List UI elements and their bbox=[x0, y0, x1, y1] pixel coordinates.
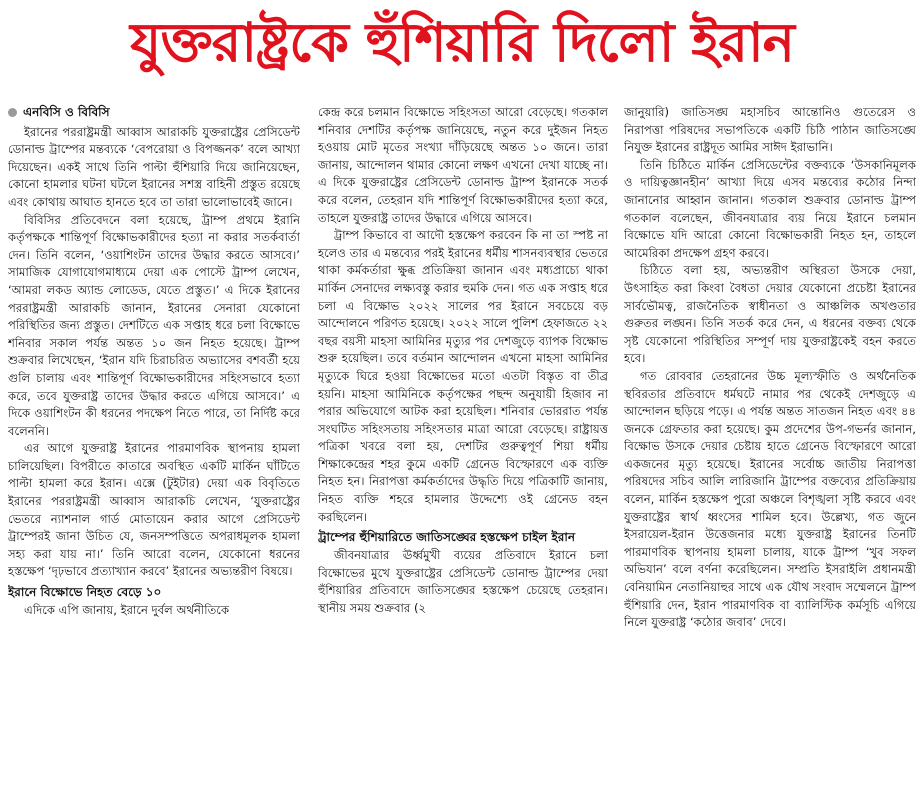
paragraph: ট্রাম্প কিভাবে বা আদৌ হস্তক্ষেপ করবেন কি না তা স্পষ্ট না হলেও তার এ মন্তব্যের পরই ইরানের ধর্মীয় শাসনব্যবস্থার ভেতরে থাকা কর্মকর্তারা ক্ষুব্ধ প্রতিক্রিয়া জানান এবং মধ্যপ্রাচ্যে থাকা মার্কিন সেনাদের লক্ষ্যবস্তু করার হুমকি দেন। গত এক সপ্তাহ ধরে চলা এ বিক্ষোভ ২০২২ সালের পর ইরানে সবচেয়ে বড় আন্দোলনে পরিণত হয়েছে। ২০২২ সালে পুলিশ হেফাজতে ২২ বছর বয়সী মাহসা আমিনির মৃত্যুর পর দেশজুড়ে ব্যাপক বিক্ষোভ শুরু হয়েছিল। তবে বর্তমান আন্দোলন এখনো মাহসা আমিনির মৃত্যুকে ঘিরে হওয়া বিক্ষোভের মতো এতটা বিস্তৃত বা তীব্র হয়নি। মাহসা আমিনিকে কর্তৃপক্ষের পছন্দ অনুযায়ী হিজাব না পরার অভিযোগে আটক করা হয়েছিল। শনিবার ভোররাত পর্যন্ত সংঘটিত সহিংসতায় সহিংসতার মাত্রা আরো বেড়েছে। রাষ্ট্রায়ত্ত পত্রিকা খবরে বলা হয়, দেশটির গুরুত্বপূর্ণ শিয়া ধর্মীয় শিক্ষাকেন্দ্রের শহর কুমে একটি গ্রেনেড বিস্ফোরণে এক ব্যক্তি নিহত হন। নিরাপত্তা কর্মকর্তাদের উদ্ধৃতি দিয়ে পত্রিকাটি জানায়, নিহত ব্যক্তি শহরে হামলার উদ্দেশ্যে ওই গ্রেনেড বহন করছিলেন। bbox=[318, 228, 608, 524]
paragraph: জীবনযাত্রার ঊর্ধ্বমুখী ব্যয়ের প্রতিবাদে ইরানে চলা বিক্ষোভের মুখে যুক্তরাষ্ট্রের প্রেসিডেন্ট ডোনাল্ড ট্রাম্পের দেয়া হুঁশিয়ারির প্রতিবাদে জাতিসঙ্ঘের হস্তক্ষেপ চেয়েছে তেহরান। স্থানীয় সময় শুক্রবার (২ bbox=[318, 548, 608, 616]
paragraph: তিনি চিঠিতে মার্কিন প্রেসিডেন্টের বক্তব্যকে ‘উসকানিমূলক ও দায়িত্বজ্ঞানহীন’ আখ্যা দিয়ে এসব মন্তব্যের কঠোর নিন্দা জানানোর আহ্বান জানান। গতকাল শুক্রবার ডোনাল্ড ট্রাম্প গতকাল বলেছেন, জীবনযাত্রার ব্যয় নিয়ে ইরানে চলমান বিক্ষোভে যদি আরো কোনো বিক্ষোভকারী নিহত হন, তাহলে আমেরিকা প্রদক্ষেপ গ্রহণ করবে। bbox=[624, 157, 916, 260]
paragraph: গত রোববার তেহরানের উচ্চ মূল্যস্ফীতি ও অর্থনৈতিক স্থবিরতার প্রতিবাদে ধর্মঘটে নামার পর থেকেই দেশজুড়ে এ আন্দোলন ছড়িয়ে পড়ে। এ পর্যন্ত অন্তত সাতজন নিহত এবং ৪৪ জনকে গ্রেফতার করা হয়েছে। কুম প্রদেশের উপ-গভর্নর জানান, বিক্ষোভ উসকে দেয়ার চেষ্টায় হাতে গ্রেনেড বিস্ফোরণে আরো একজনের মৃত্যু হয়েছে। ইরানের সর্বোচ্চ জাতীয় নিরাপত্তা পরিষদের সচিব আলি লারিজানি ট্রাম্পের বক্তব্যের প্রতিক্রিয়ায় বলেন, মার্কিন হস্তক্ষেপ পুরো অঞ্চলে বিশৃঙ্খলা সৃষ্টি করবে এবং যুক্তরাষ্ট্রের স্বার্থ ধ্বংসের শামিল হবে। উল্লেখ্য, গত জুনে ইসরায়েল-ইরান উত্তেজনার মধ্যে যুক্তরাষ্ট্র ইরানের তিনটি পারমাণবিক স্থাপনায় হামলা চালায়, যাকে ট্রাম্প ‘খুব সফল অভিযান’ বলে বর্ণনা করেছিলেন। সম্প্রতি ইসরাইলি প্রধানমন্ত্রী বেনিয়ামিন নেতানিয়াহুর সাথে এক যৌথ সংবাদ সম্মেলনে ট্রাম্প হুঁশিয়ারি দেন, ইরান পারমাণবিক বা ব্যালিস্টিক কর্মসূচি এগিয়ে নিলে যুক্তরাষ্ট্র ‘কঠোর জবাব’ দেবে। bbox=[624, 368, 916, 630]
paragraph: চিঠিতে বলা হয়, অভ্যন্তরীণ অস্থিরতা উসকে দেয়া, উৎসাহিত করা কিংবা বৈধতা দেয়ার যেকোনো প্রচেষ্টা ইরানের সার্বভৌমত্ব, রাজনৈতিক স্বাধীনতা ও আঞ্চলিক অখণ্ডতার গুরুতর লঙ্ঘন। তিনি সতর্ক করে দেন, এ ধরনের বক্তব্য থেকে সৃষ্ট যেকোনো পরিস্থিতির সম্পূর্ণ দায় যুক্তরাষ্ট্রকেই বহন করতে হবে। bbox=[624, 263, 916, 366]
bullet-icon bbox=[8, 108, 17, 117]
column-3 bbox=[624, 104, 916, 780]
byline bbox=[8, 104, 300, 122]
paragraph: এর আগে যুক্তরাষ্ট্র ইরানের পারমাণবিক স্থাপনায় হামলা চালিয়েছিল। বিপরীতে কাতারে অবস্থিত একটি মার্কিন ঘাঁটিতে পাল্টা হামলা করে ইরান। এক্সে (টুইটার) দেয়া এক বিবৃতিতে ইরানের পররাষ্ট্রমন্ত্রী আব্বাস আরাকচি লেখেন, ‘যুক্তরাষ্ট্রের ভেতরে ন্যাশনাল গার্ড মোতায়েন করার আগে প্রেসিডেন্ট ট্রাম্পেরই জানা উচিত যে, জনসম্পত্তিতে অপরাধমূলক হামলা সহ্য করা যায় না।’ তিনি আরো বলেন, যেকোনো ধরনের হস্তক্ষেপ ‘দৃঢ়ভাবে প্রত্যাখ্যান করবে’ ইরানের অভ্যন্তরীণ বিষয়ে। bbox=[8, 441, 300, 579]
paragraph: বিবিসির প্রতিবেদনে বলা হয়েছে, ট্রাম্প প্রথমে ইরানি কর্তৃপক্ষকে শান্তিপূর্ণ বিক্ষোভকারীদের হত্যা না করার সতর্কবার্তা দেন। তিনি বলেন, ‘ওয়াশিংটন তাদের উদ্ধার করতে আসবে।’ সামাজিক যোগাযোগমাধ্যমে দেয়া এক পোস্টে ট্রাম্প লেখেন, ‘আমরা লকড অ্যান্ড লোডেড, যেতে প্রস্তুত।’ এ দিকে ইরানের পররাষ্ট্রমন্ত্রী আরাকচি জানান, ইরানের সেনারা যেকোনো পরিস্থিতির জন্য প্রস্তুত। দেশটিতে এক সপ্তাহ ধরে চলা বিক্ষোভে শনিবার সকাল পর্যন্ত অন্তত ১০ জন নিহত হয়েছে। ট্রাম্প শুক্রবার লিখেছেন, ‘ইরান যদি চিরাচরিত অভ্যাসের বশবর্তী হয়ে গুলি চালায় এবং শান্তিপূর্ণ বিক্ষোভকারীদের সহিংসভাবে হত্যা করে, তবে যুক্তরাষ্ট্র তাদের উদ্ধার করতে এগিয়ে আসবে।’ এ দিকে ওয়াশিংটন কী ধরনের পদক্ষেপ নিতে পারে, তা নির্দিষ্ট করে বলেননি। bbox=[8, 212, 300, 438]
paragraph: জানুয়ারি) জাতিসঙ্ঘ মহাসচিব আন্তোনিও গুতেরেস ও নিরাপত্তা পরিষদের সভাপতিকে একটি চিঠি পাঠান জাতিসঙ্ঘে নিযুক্ত ইরানের রাষ্ট্রদূত আমির সাঈদ ইরাভানি। bbox=[624, 105, 916, 155]
paragraph: কেন্দ্র করে চলমান বিক্ষোভে সহিংসতা আরো বেড়েছে। গতকাল শনিবার দেশটির কর্তৃপক্ষ জানিয়েছে, নতুন করে দুইজন নিহত হওয়ায় মোট মৃতের সংখ্যা দাঁড়িয়েছে অন্তত ১০ জনে। তারা জানায়, আন্দোলন থামার কোনো লক্ষণ এখনো দেখা যাচ্ছে না। এ দিকে যুক্তরাষ্ট্রের প্রেসিডেন্ট ডোনাল্ড ট্রাম্প ইরানকে সতর্ক করে বলেন, তেহরান যদি শান্তিপূর্ণ বিক্ষোভকারীদের হত্যা করে, তাহলে যুক্তরাষ্ট্র তাদের উদ্ধারে এগিয়ে আসবে। bbox=[318, 105, 608, 225]
byline-text: এনবিসি ও বিবিসি bbox=[23, 105, 110, 119]
column-1 bbox=[8, 104, 300, 780]
subheading: ট্রাম্পের হুঁশিয়ারিতে জাতিসঙ্ঘের হস্তক্ষেপ চাইল ইরান bbox=[318, 530, 575, 545]
column-2 bbox=[318, 104, 608, 780]
paragraph: এদিকে এপি জানায়, ইরানে দুর্বল অর্থনীতিকে bbox=[24, 603, 230, 618]
paragraph: ইরানের পররাষ্ট্রমন্ত্রী আব্বাস আরাকচি যুক্তরাষ্ট্রের প্রেসিডেন্ট ডোনাল্ড ট্রাম্পের মন্তব্যকে ‘বেপরোয়া ও বিপজ্জনক’ বলে আখ্যা দিয়েছেন। একই সাথে তিনি পাল্টা হুঁশিয়ারি দিয়ে জানিয়েছেন, কোনো হামলার ঘটনা ঘটলে ইরানের সশস্ত্র বাহিনী প্রস্তুত রয়েছে এবং কোথায় আঘাত হানতে হবে তা তারা ভালোভাবেই জানে। bbox=[8, 124, 300, 209]
headline: যুক্তরাষ্ট্রকে হুঁশিয়ারি দিলো ইরান bbox=[130, 11, 794, 74]
subheading: ইরানে বিক্ষোভে নিহত বেড়ে ১০ bbox=[8, 585, 162, 600]
